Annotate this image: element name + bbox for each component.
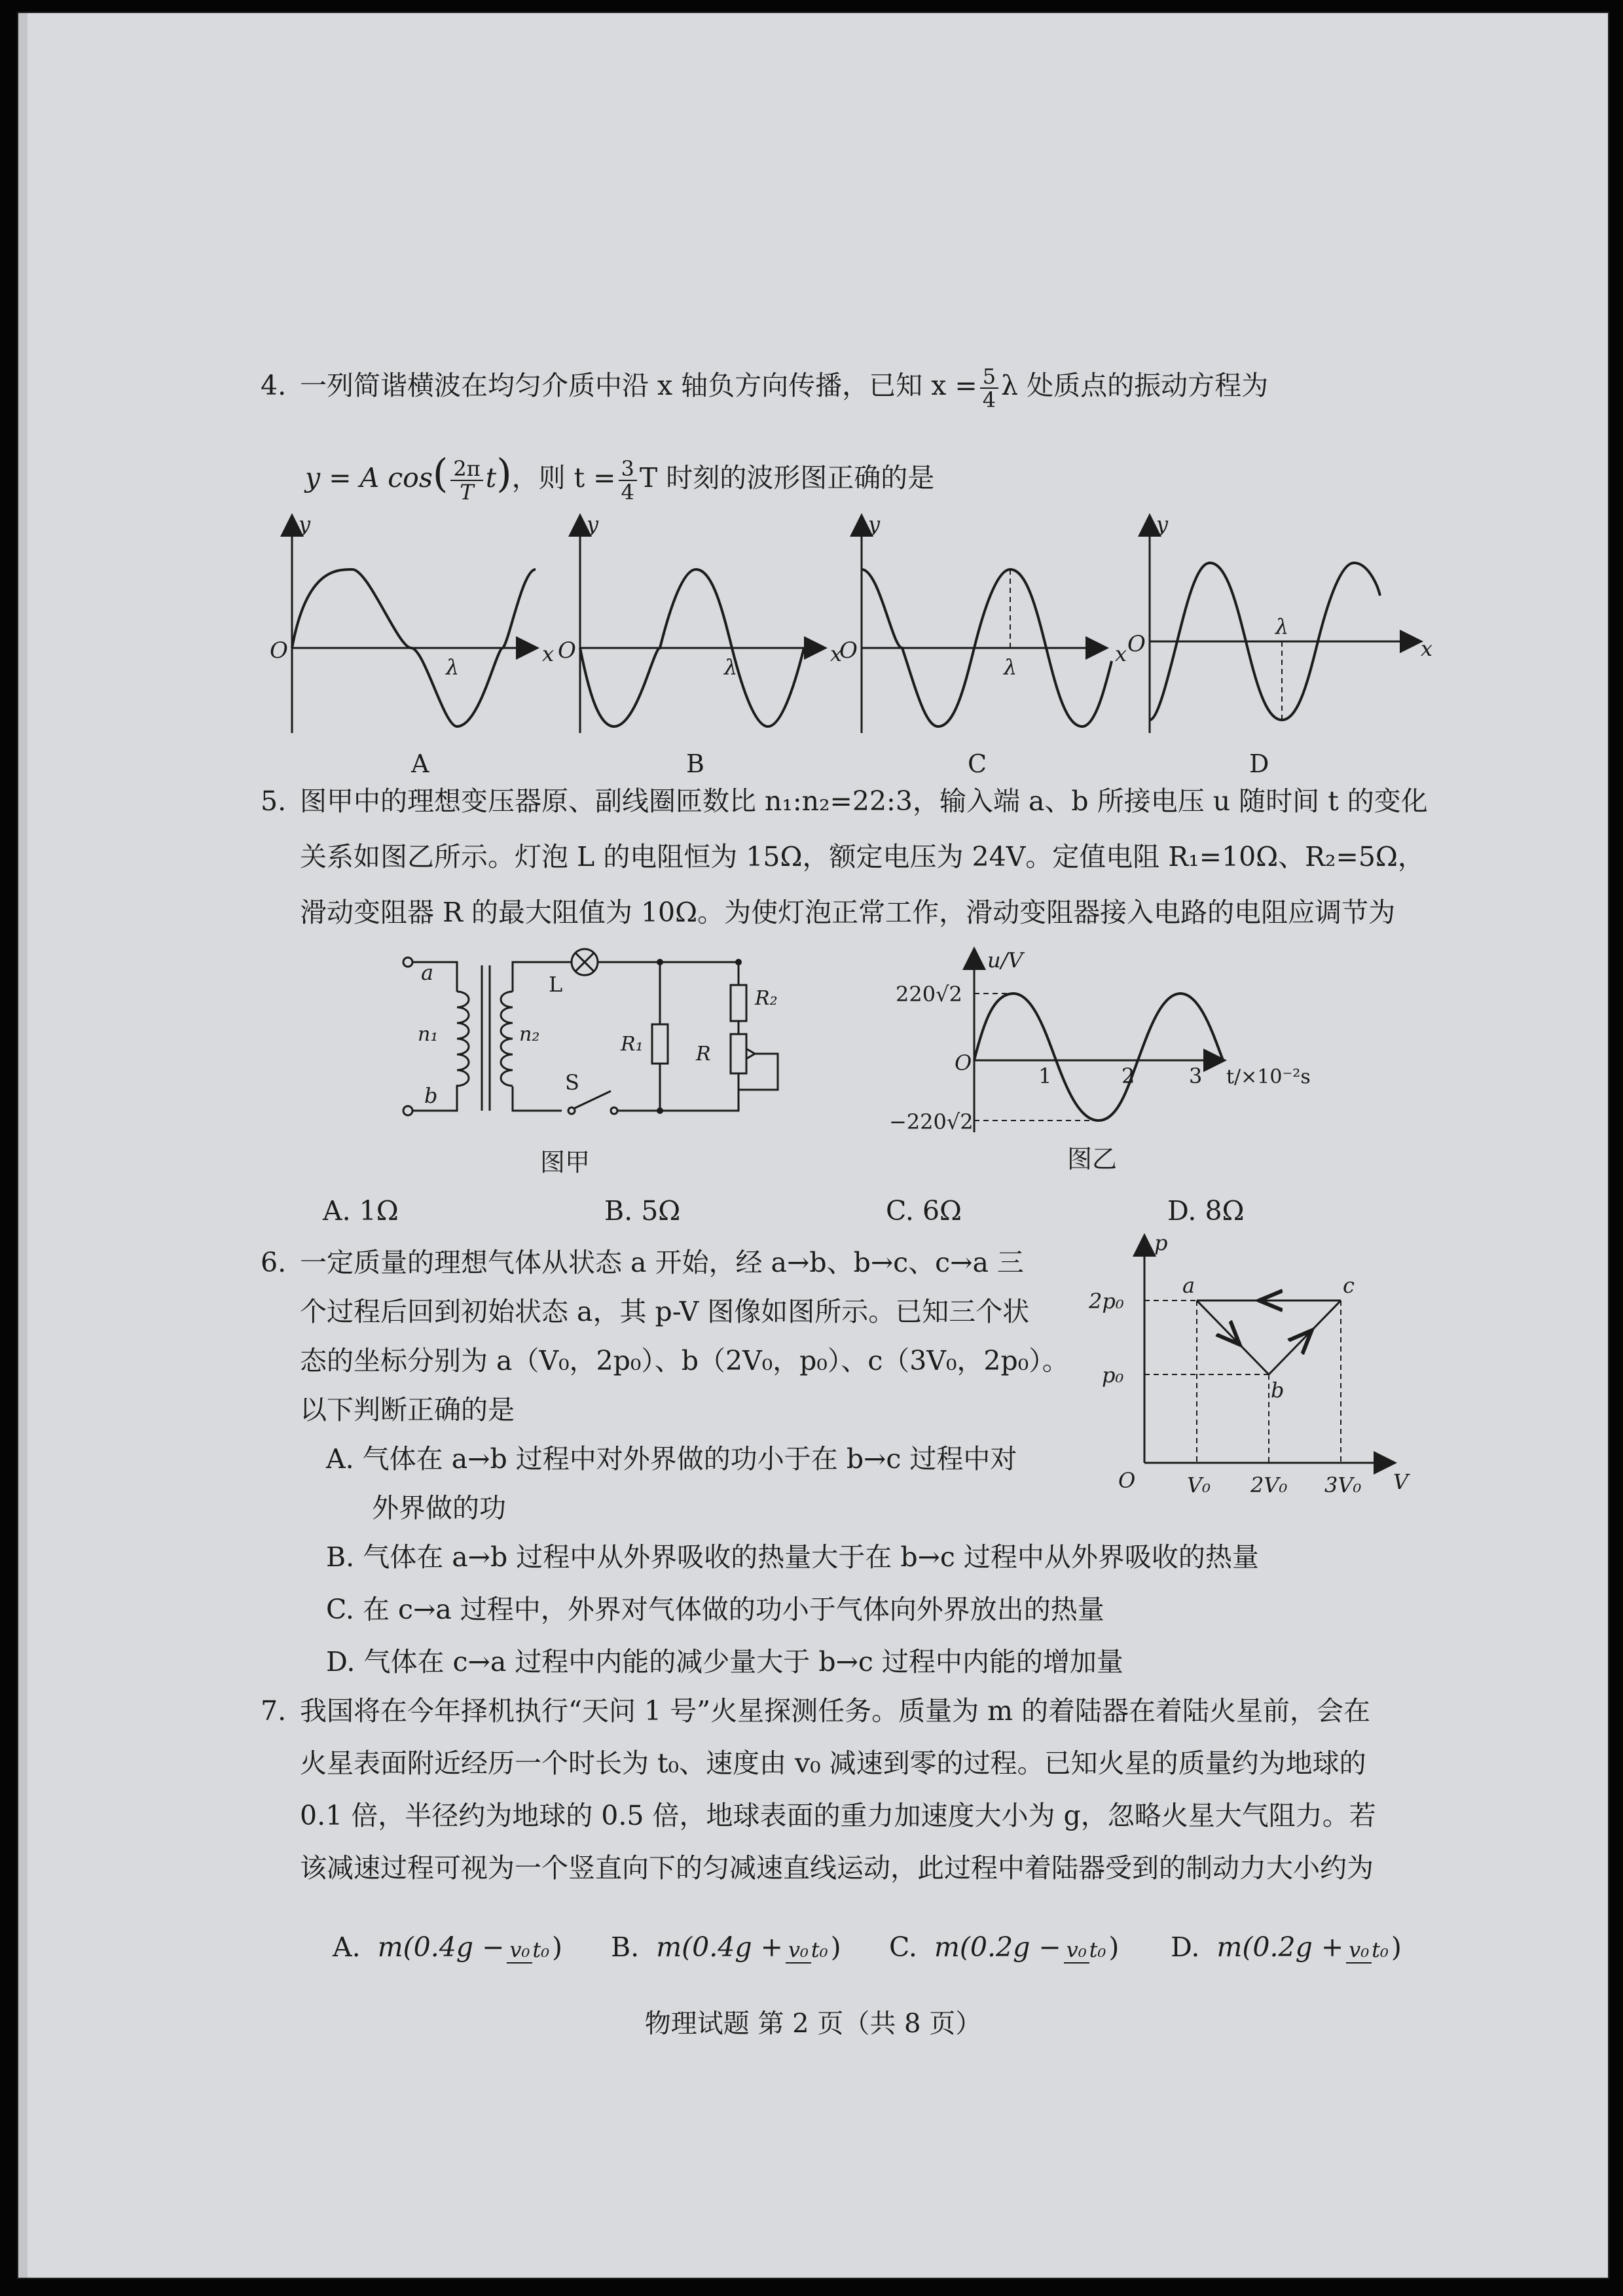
q6-option-a-line1[interactable]: A. 气体在 a→b 过程中对外界做的功小于在 b→c 过程中对: [326, 1443, 1017, 1475]
svg-text:220√2: 220√2: [896, 982, 962, 1007]
svg-text:−220√2: −220√2: [889, 1109, 974, 1134]
svg-text:c: c: [1343, 1273, 1355, 1298]
q6-line3: 态的坐标分别为 a（V₀，2p₀）、b（2V₀，p₀）、c（3V₀，2p₀）。: [300, 1345, 1069, 1376]
q6-option-a-line2: 外界做的功: [372, 1492, 506, 1524]
svg-text:2: 2: [1122, 1064, 1135, 1088]
graph-d-label: D: [1249, 749, 1269, 778]
q4-line1: 4. 一列简谐横波在均匀介质中沿 x 轴负方向传播，已知 x = $\frac{5}{4}$ λ 处质点的振动方程为: [261, 360, 1268, 411]
q6-line2: 个过程后回到初始状态 a，其 p-V 图像如图所示。已知三个状: [300, 1296, 1030, 1327]
circuit-caption: 图甲: [539, 1148, 590, 1177]
svg-text:V: V: [1393, 1469, 1409, 1494]
svg-text:n₁: n₁: [418, 1023, 439, 1046]
svg-text:S: S: [565, 1070, 579, 1095]
svg-text:x: x: [1115, 641, 1127, 666]
exam-page: [18, 13, 1608, 2278]
svg-text:y: y: [1156, 512, 1169, 537]
q4-frac1: $\frac{5}{4}$: [980, 365, 998, 411]
q7-option-d[interactable]: D. m(0.2g + v₀ t₀): [1171, 1931, 1402, 1963]
q5-line3: 滑动变阻器 R 的最大阻值为 10Ω。为使灯泡正常工作，滑动变阻器接入电路的电阻应调节为: [300, 897, 1396, 928]
svg-text:O: O: [558, 637, 576, 664]
voltage-graph: [869, 942, 1367, 1145]
svg-text:y: y: [299, 512, 311, 537]
svg-text:p₀: p₀: [1102, 1363, 1124, 1388]
svg-text:O: O: [1127, 631, 1146, 657]
svg-text:R: R: [696, 1043, 711, 1066]
svg-text:y: y: [868, 512, 881, 537]
svg-text:λ: λ: [446, 655, 460, 679]
q5-option-b[interactable]: B. 5Ω: [604, 1195, 681, 1227]
q6-option-c[interactable]: C. 在 c→a 过程中，外界对气体做的功小于气体向外界放出的热量: [326, 1594, 1104, 1625]
q6-line4: 以下判断正确的是: [300, 1394, 515, 1426]
q7-line4: 该减速过程可视为一个竖直向下的匀减速直线运动，此过程中着陆器受到的制动力大小约为: [300, 1852, 1374, 1884]
svg-text:1: 1: [1038, 1064, 1052, 1088]
voltage-caption: 图乙: [1067, 1145, 1117, 1174]
svg-text:3V₀: 3V₀: [1324, 1473, 1362, 1498]
svg-text:b: b: [1271, 1378, 1285, 1403]
svg-text:x: x: [1421, 636, 1433, 661]
q6-option-d[interactable]: D. 气体在 c→a 过程中内能的减少量大于 b→c 过程中内能的增加量: [326, 1646, 1123, 1677]
graph-a: [270, 512, 554, 778]
q5-option-a[interactable]: A. 1Ω: [323, 1195, 399, 1227]
svg-text:V₀: V₀: [1187, 1473, 1211, 1498]
svg-text:u/V: u/V: [987, 948, 1023, 973]
q5-option-c[interactable]: C. 6Ω: [886, 1195, 962, 1227]
svg-text:O: O: [1118, 1468, 1136, 1493]
graph-c-label: C: [968, 749, 987, 778]
svg-text:x: x: [542, 641, 555, 666]
q5-line2: 关系如图乙所示。灯泡 L 的电阻恒为 15Ω，额定电压为 24V。定值电阻 R₁=10Ω、R₂=5Ω，: [300, 841, 1425, 872]
svg-text:R₂: R₂: [755, 987, 778, 1010]
svg-text:2V₀: 2V₀: [1250, 1473, 1288, 1498]
q7-option-a[interactable]: A. m(0.4g − v₀ t₀): [333, 1931, 563, 1963]
q7-option-c[interactable]: C. m(0.2g − v₀ t₀): [889, 1931, 1120, 1963]
graph-d: [1127, 512, 1432, 778]
q4-eq-frac: $\frac{2\pi}{T}$: [450, 457, 483, 503]
graph-c: [839, 512, 1127, 778]
graph-a-label: A: [411, 749, 429, 778]
svg-text:L: L: [549, 972, 563, 997]
q4-frac2: $\frac{3}{4}$: [619, 457, 637, 503]
q6-option-b[interactable]: B. 气体在 a→b 过程中从外界吸收的热量大于在 b→c 过程中从外界吸收的热量: [326, 1541, 1259, 1573]
svg-text:p: p: [1154, 1230, 1168, 1255]
svg-text:x: x: [830, 641, 843, 666]
q5-option-d[interactable]: D. 8Ω: [1167, 1195, 1245, 1227]
q6-line1: 6. 一定质量的理想气体从状态 a 开始，经 a→b、b→c、c→a 三: [261, 1247, 1024, 1278]
paper-edge: [18, 13, 27, 2278]
q7-line2: 火星表面附近经历一个时长为 t₀、速度由 v₀ 减速到零的过程。已知火星的质量约为地球的: [300, 1748, 1366, 1779]
graph-b: [558, 512, 842, 778]
q7-line3: 0.1 倍，半径约为地球的 0.5 倍，地球表面的重力加速度大小为 g，忽略火星大气阻力。若: [300, 1800, 1376, 1831]
q4-number: 4.: [261, 370, 287, 401]
q4-wave-graphs: [261, 511, 1439, 785]
svg-text:n₂: n₂: [519, 1023, 540, 1046]
svg-text:λ: λ: [1004, 655, 1017, 679]
svg-text:O: O: [270, 637, 288, 664]
svg-text:λ: λ: [1275, 614, 1289, 639]
page-footer: 物理试题 第 2 页（共 8 页）: [644, 2009, 982, 2039]
svg-text:3: 3: [1189, 1064, 1203, 1088]
q5-line1: 5. 图甲中的理想变压器原、副线圈匝数比 n₁:n₂=22:3，输入端 a、b 所接电压 u 随时间 t 的变化: [261, 785, 1428, 817]
svg-text:b: b: [424, 1083, 438, 1108]
graph-b-label: B: [686, 749, 704, 778]
svg-text:a: a: [421, 960, 434, 985]
svg-text:y: y: [587, 512, 599, 537]
q4-line2: y = A cos( $\frac{2\pi}{T}t$)，则 t = $\frac{3}{4}$ T 时刻的波形图正确的是: [305, 451, 935, 505]
q7-option-b[interactable]: B. m(0.4g + v₀ t₀): [611, 1931, 841, 1963]
svg-text:a: a: [1182, 1273, 1195, 1298]
svg-text:O: O: [839, 637, 858, 664]
svg-text:t/×10⁻²s: t/×10⁻²s: [1226, 1066, 1311, 1088]
svg-text:λ: λ: [724, 655, 738, 679]
pv-graph: [1072, 1227, 1413, 1509]
svg-text:R₁: R₁: [621, 1033, 644, 1056]
svg-text:O: O: [955, 1050, 972, 1075]
q7-line1: 7. 我国将在今年择机执行“天问 1 号”火星探测任务。质量为 m 的着陆器在着陆火星前，会在: [261, 1695, 1371, 1727]
svg-text:2p₀: 2p₀: [1089, 1289, 1124, 1314]
